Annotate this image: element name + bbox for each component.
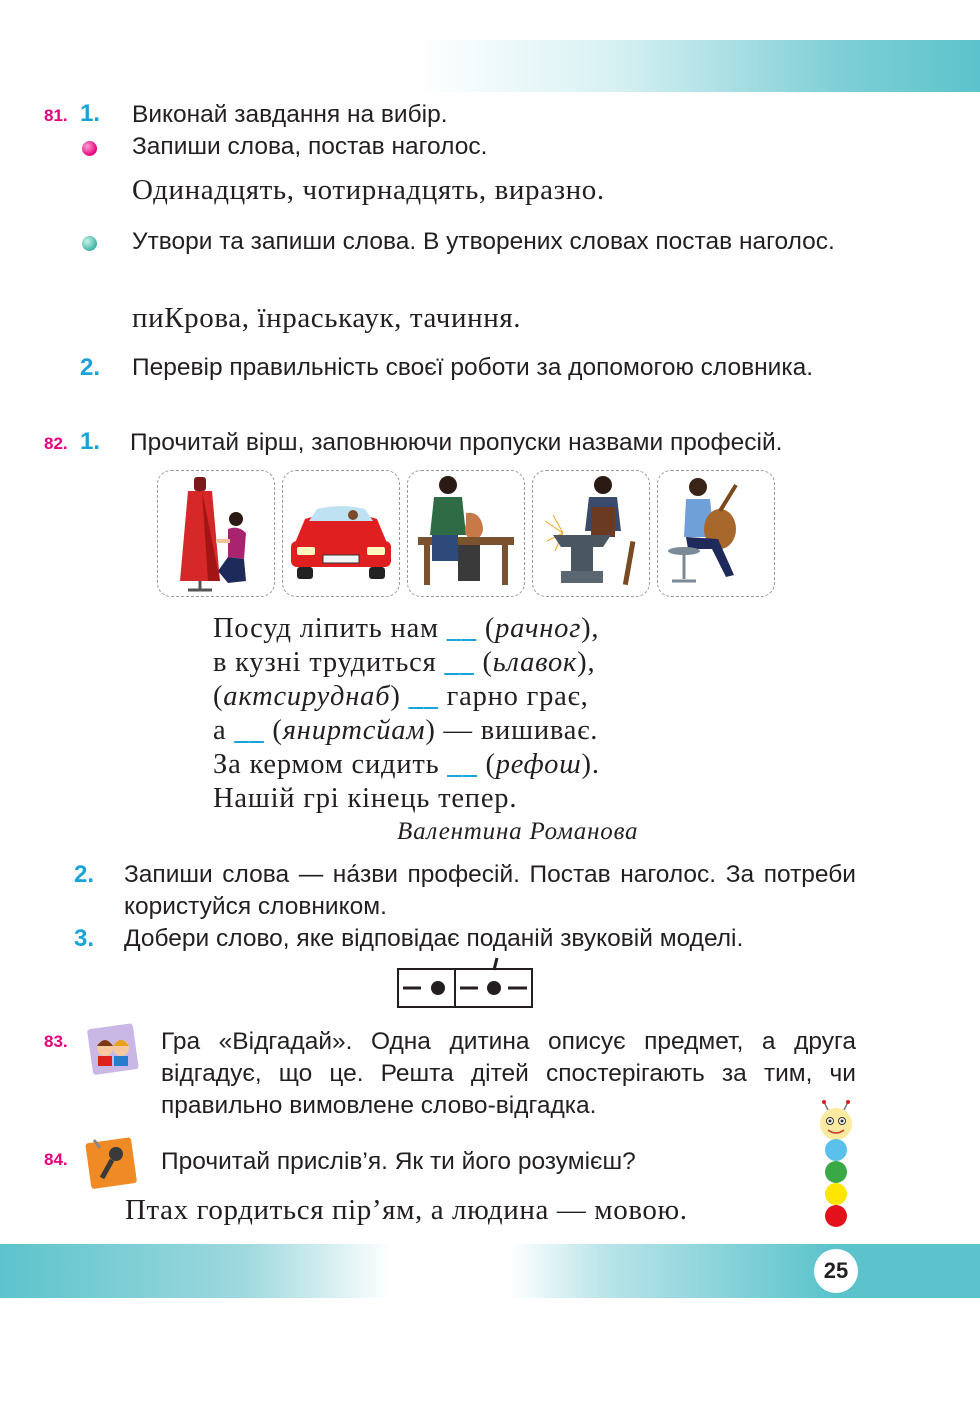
children-game-icon — [86, 1022, 134, 1074]
blank: __ — [444, 647, 475, 678]
ex81-step-2: 2. — [80, 354, 101, 381]
ex81-check: Перевір правильність своєї роботи за допомогою словника. — [132, 354, 814, 381]
poem-line-4 — [213, 714, 600, 748]
driver-icon — [283, 471, 399, 596]
microphone-icon — [84, 1134, 132, 1186]
ex81-task-a: Запиши слова, постав наголос. — [132, 133, 488, 160]
poem-text: ). — [581, 749, 600, 780]
sound-model-diagram — [397, 956, 537, 1010]
blank: __ — [408, 681, 439, 712]
poem-text: ) — вишиває. — [425, 715, 599, 746]
exercise-84-number: 84. — [44, 1150, 68, 1169]
scrambled-hint: рачног — [495, 613, 582, 644]
ex82-task-3: Добери слово, яке відповідає поданій звуковій моделі. — [124, 925, 744, 952]
blank: __ — [447, 749, 478, 780]
blacksmith-picture — [532, 470, 650, 597]
potter-icon — [408, 471, 524, 596]
poem-text: ( — [474, 647, 493, 678]
poem-line-1 — [213, 612, 600, 646]
ex82-intro: Прочитай вірш, заповнюючи пропуски назвами професій. — [130, 429, 783, 456]
poem — [213, 612, 600, 816]
ex82-step-2: 2. — [74, 861, 95, 888]
poem-text: Посуд ліпить нам — [213, 613, 447, 644]
teal-bullet-icon — [82, 236, 97, 251]
sound-model — [397, 956, 537, 1010]
poem-text: ( — [264, 715, 283, 746]
blacksmith-icon — [533, 471, 649, 596]
poem-text: ), — [577, 647, 596, 678]
poem-line-6: Нашій грі кінець тепер. — [213, 783, 518, 814]
poem-text: ), — [581, 613, 600, 644]
poem-text: в кузні трудиться — [213, 647, 445, 678]
blank: __ — [446, 613, 477, 644]
ex82-task-2: Запиши слова — на́зви професій. Постав наголос. За потреби користуйся словником. — [124, 861, 856, 920]
ex82-step-3: 3. — [74, 925, 95, 952]
ex84-task: Прочитай прислів’я. Як ти його розумієш? — [161, 1148, 636, 1175]
ex83-text: Гра «Відгадай». Одна дитина описує предмет, а друга відгадує, що це. Решта дітей спостерігають за тим, чи правильно вимовлене слово-відгадка. — [161, 1028, 856, 1119]
poem-text: а — [213, 715, 235, 746]
poem-line-3 — [213, 680, 600, 714]
blank: __ — [234, 715, 265, 746]
driver-picture — [282, 470, 400, 597]
bandura-player-icon — [658, 471, 774, 596]
exercise-82-number: 82. — [44, 434, 68, 453]
poem-author: Валентина Романова — [397, 818, 639, 845]
scrambled-hint: рефош — [495, 749, 582, 780]
exercise-81-number: 81. — [44, 106, 68, 125]
poem-text: гарно грає, — [438, 681, 589, 712]
poem-text: ( — [477, 749, 496, 780]
ex81-words-a: Одинадцять, чотирнадцять, виразно. — [132, 174, 605, 206]
bandura-player-picture — [657, 470, 775, 597]
ex81-task-b: Утвори та запиши слова. В утворених словах постав наголос. — [132, 228, 835, 255]
poem-text: ( — [213, 681, 224, 712]
potter-picture — [407, 470, 525, 597]
dressmaker-icon — [158, 471, 274, 596]
ex81-intro: Виконай завдання на вибір. — [132, 101, 448, 128]
dressmaker-picture — [157, 470, 275, 597]
poem-line-2 — [213, 646, 600, 680]
caterpillar-mascot-icon — [812, 1100, 862, 1230]
pink-bullet-icon — [82, 141, 97, 156]
poem-text: ( — [476, 613, 496, 644]
top-decorative-band — [415, 40, 980, 92]
ex81-words-b: пиКрова, їнраськаук, тачиння. — [132, 302, 522, 334]
ex82-step-1: 1. — [80, 428, 101, 455]
poem-text: ) — [390, 681, 409, 712]
poem-text: За кермом сидить — [213, 749, 448, 780]
page-number: 25 — [814, 1249, 858, 1293]
ex84-proverb: Птах гордиться пір’ям, а людина — мовою. — [125, 1194, 688, 1226]
scrambled-hint: актсируднаб — [223, 681, 391, 712]
exercise-83-number: 83. — [44, 1032, 68, 1051]
ex81-step-1: 1. — [80, 100, 101, 127]
scrambled-hint: ьлавок — [492, 647, 578, 678]
poem-line-5 — [213, 748, 600, 782]
professions-pictures — [157, 470, 773, 597]
scrambled-hint: яниртсйам — [282, 715, 426, 746]
